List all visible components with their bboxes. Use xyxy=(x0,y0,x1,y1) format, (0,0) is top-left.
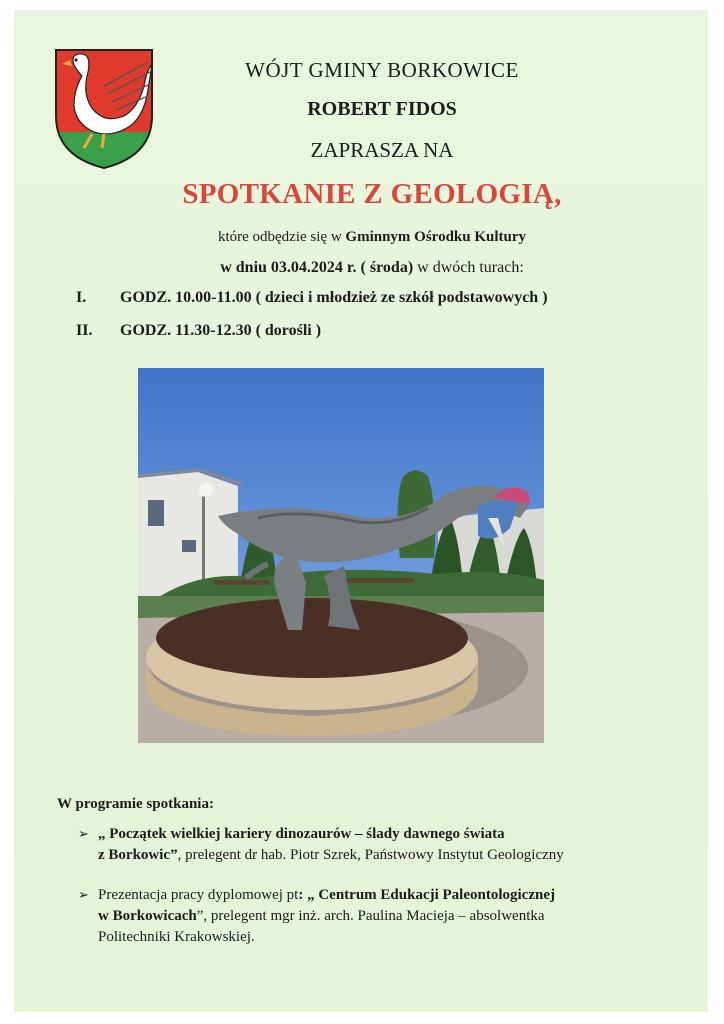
header-line-3: ZAPRASZA NA xyxy=(310,138,454,162)
program-item-2-line-2-rest: ”, prelegent mgr inż. arch. Paulina Macieja – absolwentka xyxy=(196,908,545,924)
header-line-2: ROBERT FIDOS xyxy=(307,98,457,120)
arrow-bullet-icon: ➢ xyxy=(78,888,89,903)
program-item-2-line-3: Politechniki Krakowskiej. xyxy=(98,929,255,945)
date-line xyxy=(0,259,724,277)
program-item-1-line-1: „ Początek wielkiej kariery dinozaurów – ślady dawnego świata xyxy=(98,826,505,842)
program-heading: W programie spotkania: xyxy=(57,796,214,812)
header-line-1: WÓJT GMINY BORKOWICE xyxy=(245,58,519,82)
venue-prefix: które odbędzie się w xyxy=(217,229,346,245)
date-bold: w dniu 03.04.2024 r. ( środa) xyxy=(220,259,414,276)
event-title: SPOTKANIE Z GEOLOGIĄ, xyxy=(182,178,562,210)
program-item-1-line-2-bold: z Borkowic” xyxy=(98,847,178,863)
venue-name: Gminnym Ośrodku Kultury xyxy=(345,229,527,245)
turn-1-text: GODZ. 10.00-11.00 ( dzieci i młodzież ze szkół podstawowych ) xyxy=(120,289,548,306)
arrow-bullet-icon: ➢ xyxy=(78,827,89,842)
turn-1-number: I. xyxy=(76,289,87,306)
program-item-2-line-1-plain: Prezentacja pracy dyplomowej pt xyxy=(98,887,299,903)
venue-line xyxy=(0,229,724,246)
program-item-2-line-1-bold: : „ Centrum Edukacji Paleontologicznej xyxy=(298,887,555,903)
date-rest: w dwóch turach: xyxy=(413,259,524,276)
program-item-1-line-2-rest: , prelegent dr hab. Piotr Szrek, Państwowy Instytut Geologiczny xyxy=(177,847,564,863)
dinosaur-photo xyxy=(138,368,544,743)
program-item-2-line-2-bold: w Borkowicach xyxy=(98,908,197,924)
turn-2-text: GODZ. 11.30-12.30 ( dorośli ) xyxy=(120,322,322,339)
turn-2-number: II. xyxy=(76,322,93,339)
